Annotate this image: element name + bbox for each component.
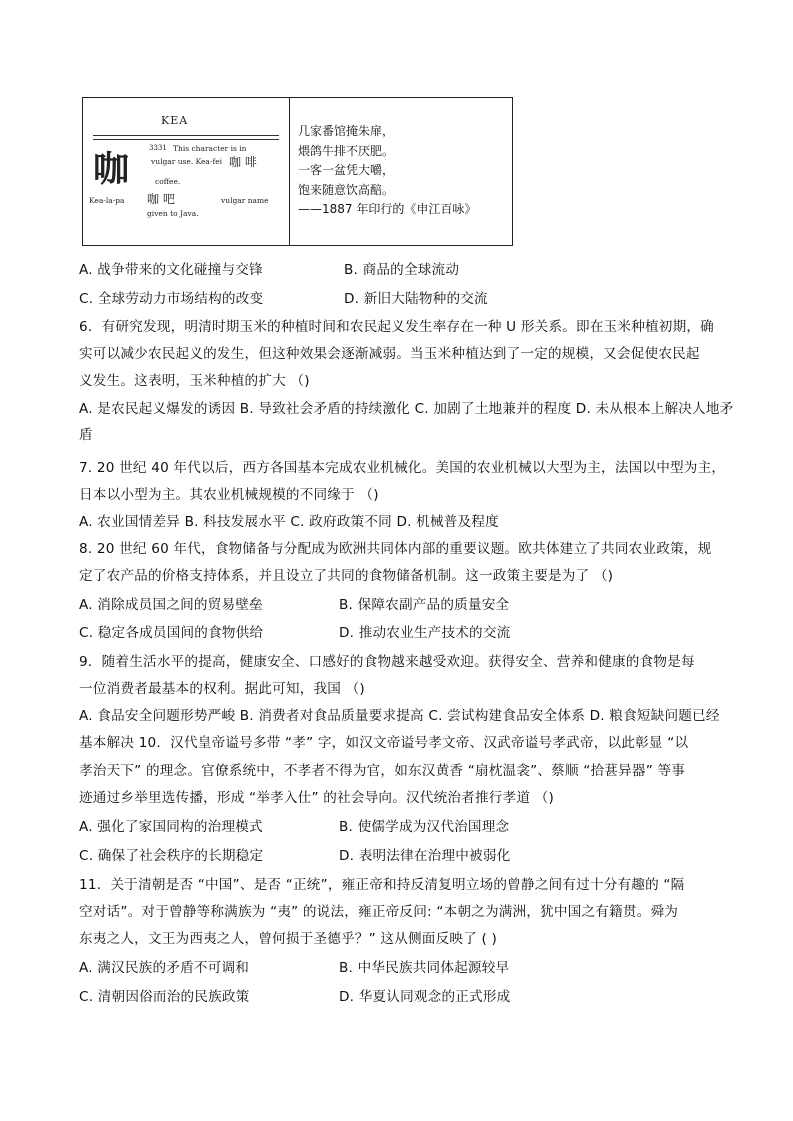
poem-line: 一客一盆凭大嚼， [298,163,395,177]
question-8-text: 定了农产品的价格支持体系，并且设立了共同的食物储备机制。这一政策主要是为了 （) [79,568,614,584]
option-c: C. 全球劳动力市场结构的改变 [79,291,264,307]
dictionary-character: 咖 [93,149,130,190]
option-a: A. 战争带来的文化碰撞与交锋 [79,262,263,278]
question-10-text: 迹通过乡举里选传播，形成 “举孝入仕” 的社会导向。汉代统治者推行孝道 （) [79,790,554,806]
option-b: B. 中华民族共同体起源较早 [339,960,510,976]
dictionary-text: given to Java. [147,209,199,218]
poem-line: 饱来随意饮高醅。 [298,182,395,197]
option-d: D. 推动农业生产技术的交流 [339,625,511,641]
divider [93,139,279,140]
question-7-text: 7. 20 世纪 40 年代以后，西方各国基本完成农业机械化。美国的农业机械以大型为主，法国以中型为主， [79,460,726,476]
source-figure [82,97,513,246]
question-9-options: A. 食品安全问题形势严峻 B. 消费者对食品质量要求提高 C. 尝试构建食品安全体系 D. 粮食短缺问题已经 [79,708,720,724]
question-11-text: 东夷之人，文王为西夷之人，曾何损于圣德乎？” 这从侧面反映了 ( ) [79,931,498,947]
question-8-text: 8. 20 世纪 60 年代，食物储备与分配成为欧洲共同体内部的重要议题。欧共体建立了共同农业政策，规 [79,541,712,557]
dictionary-entry-number: 3331 [149,144,167,152]
poem-line: 煨鸽牛排不厌肥。 [298,143,395,158]
divider [93,135,279,136]
dictionary-chinese: 咖 啡 [229,155,257,169]
dictionary-text: coffee. [155,177,181,186]
option-d: D. 华夏认同观念的正式形成 [339,989,511,1005]
question-9-text: 一位消费者最基本的权利。据此可知，我国 （) [79,681,365,697]
option-a: A. 消除成员国之间的贸易壁垒 [79,597,263,613]
question-6-options: A. 是农民起义爆发的诱因 B. 导致社会矛盾的持续激化 C. 加剧了土地兼并的程度 D. 未从根本上解决人地矛 [79,401,734,417]
option-b: B. 使儒学成为汉代治国理念 [339,819,510,835]
poem [298,122,476,220]
question-11-text: 11．关于清朝是否 “中国”、是否 “正统”，雍正帝和持反清复明立场的曾静之间有过十分有趣的 “隔 [79,877,685,893]
option-c: C. 清朝因俗而治的民族政策 [79,989,250,1005]
poem-source: ——1887 年印行的《申江百咏》 [298,202,477,216]
question-6-options: 盾 [79,427,93,443]
option-d: D. 表明法律在治理中被弱化 [339,848,511,864]
question-10-text: 基本解决 10．汉代皇帝谥号多带 “孝” 字，如汉文帝谥号孝文帝、汉武帝谥号孝武帝，以此彰显 “以 [79,735,689,751]
option-c: C. 确保了社会秩序的长期稳定 [79,848,264,864]
dictionary-text: This character is in [173,144,247,153]
dictionary-text: vulgar use. Kea-fei [151,157,223,166]
dictionary-header: KEA [161,114,189,127]
question-7-text: 日本以小型为主。其农业机械规模的不同缘于 （) [79,487,379,503]
option-a: A. 满汉民族的矛盾不可调和 [79,960,250,976]
question-11-text: 空对话”。对于曾静等称满族为 “夷” 的说法，雍正帝反问: “本朝之为满洲，犹中国之有籍贯。舜为 [79,904,679,920]
dictionary-scan [83,98,289,245]
option-b: B. 保障农副产品的质量安全 [339,597,510,613]
poem-line: 几家番馆掩朱扉， [298,124,395,138]
dictionary-text: vulgar name [221,196,269,205]
dictionary-label: Kea-la-pa [89,196,125,205]
question-6-text: 实可以减少农民起义的发生，但这种效果会逐渐减弱。当玉米种植达到了一定的规模，又会促使农民起 [79,346,700,362]
question-6-text: 6．有研究发现，明清时期玉米的种植时间和农民起义发生率存在一种 U 形关系。即在玉米种植初期，确 [79,319,714,335]
option-a: A. 强化了家国同构的治理模式 [79,819,263,835]
question-6-text: 义发生。这表明，玉米种植的扩大 （) [79,373,310,389]
divider [289,98,290,245]
question-10-text: 孝治天下” 的理念。官僚系统中，不孝者不得为官，如东汉黄香 “扇枕温衾”、蔡顺 “拾葚异器” 等事 [79,763,686,779]
dictionary-chinese: 咖 吧 [147,192,175,206]
option-d: D. 新旧大陆物种的交流 [344,291,488,307]
option-b: B. 商品的全球流动 [344,262,460,278]
question-7-options: A. 农业国情差异 B. 科技发展水平 C. 政府政策不同 D. 机械普及程度 [79,514,499,530]
question-9-text: 9．随着生活水平的提高，健康安全、口感好的食物越来越受欢迎。获得安全、营养和健康的食物是每 [79,654,695,670]
option-c: C. 稳定各成员国间的食物供给 [79,625,264,641]
